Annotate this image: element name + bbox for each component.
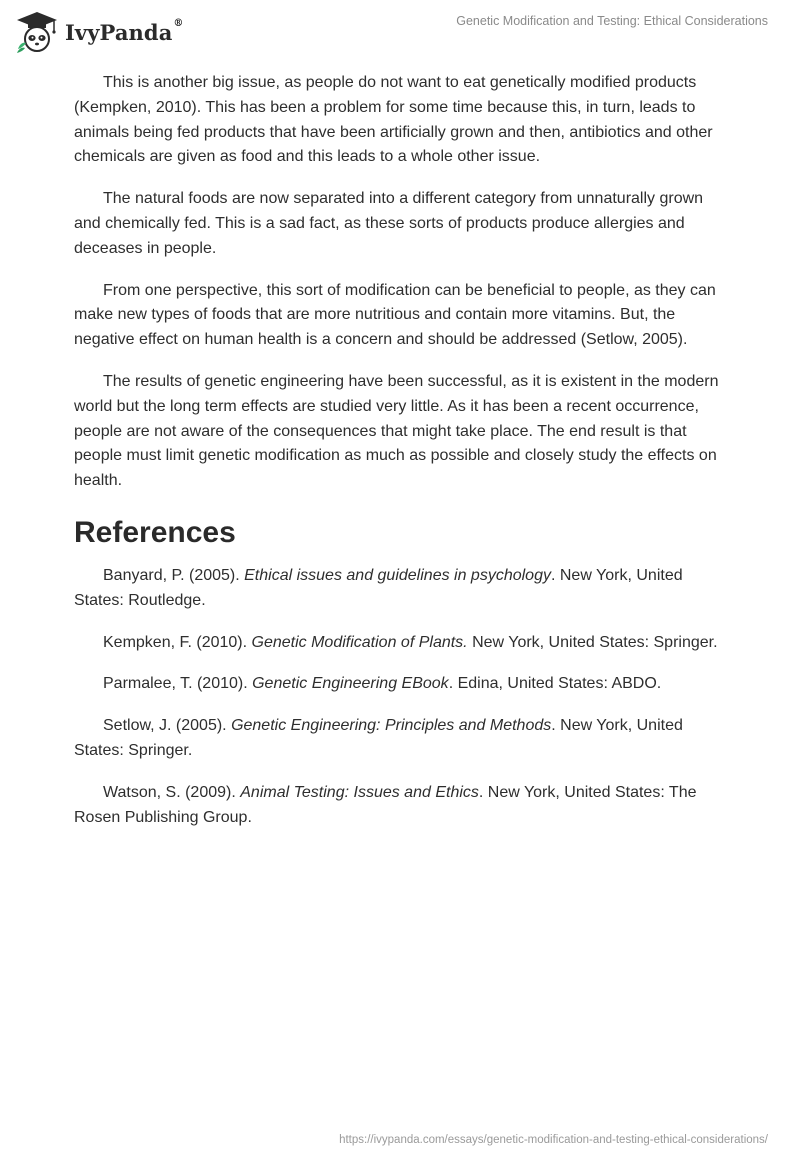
reference-title: Genetic Engineering: Principles and Methods	[231, 717, 552, 735]
reference-item: Kempken, F. (2010). Genetic Modification of Plants. New York, United States: Springer.	[103, 633, 718, 651]
page-header	[0, 0, 800, 60]
body-paragraph: From one perspective, this sort of modification can be beneficial to people, as they can make new types of foods that are more nutritious and contain more vitamins. But, the negative effect on human health is a concern and should be addressed (Setlow, 2005).	[74, 281, 716, 349]
body-paragraph: This is another big issue, as people do not want to eat genetically modified products (Kempken, 2010). This has been a problem for some time because this, in turn, leads to animals being fed products that have been artificially grown and then, antibiotics and other chemicals are given as food and this leads to a whole other issue.	[74, 74, 713, 166]
reference-title: Ethical issues and guidelines in psychology	[244, 566, 551, 584]
body-paragraph: The results of genetic engineering have been successful, as it is existent in the modern world but the long term effects are studied very little. As it has been a recent occurrence, people are not aware of the consequences that might take place. The end result is that people must limit genetic modification as much as possible and closely study the effects on health.	[74, 372, 719, 490]
reference-item: Parmalee, T. (2010). Genetic Engineering EBook. Edina, United States: ABDO.	[103, 675, 662, 693]
ivypanda-logo[interactable]	[14, 8, 184, 56]
panda-graduate-icon	[14, 9, 60, 55]
document-title: Genetic Modification and Testing: Ethical Considerations	[456, 14, 768, 28]
source-url[interactable]: https://ivypanda.com/essays/genetic-modification-and-testing-ethical-considerations/	[339, 1134, 768, 1146]
reference-item: Watson, S. (2009). Animal Testing: Issues and Ethics. New York, United States: The Rosen Publishing Group.	[74, 783, 697, 826]
brand-name: IvyPanda®	[65, 17, 184, 45]
reference-item: Setlow, J. (2005). Genetic Engineering: Principles and Methods. New York, United States: Springer.	[74, 717, 683, 759]
essay-content	[74, 71, 734, 847]
reference-item: Banyard, P. (2005). Ethical issues and guidelines in psychology. New York, United States: Routledge.	[74, 566, 683, 609]
reference-title: Genetic Modification of Plants.	[251, 633, 468, 651]
references-heading: References	[74, 515, 236, 549]
reference-title: Genetic Engineering EBook	[252, 675, 449, 693]
reference-title: Animal Testing: Issues and Ethics	[240, 783, 479, 801]
body-paragraph: The natural foods are now separated into a different category from unnaturally grown and chemically fed. This is a sad fact, as these sorts of products produce allergies and deceases in people.	[74, 190, 704, 257]
